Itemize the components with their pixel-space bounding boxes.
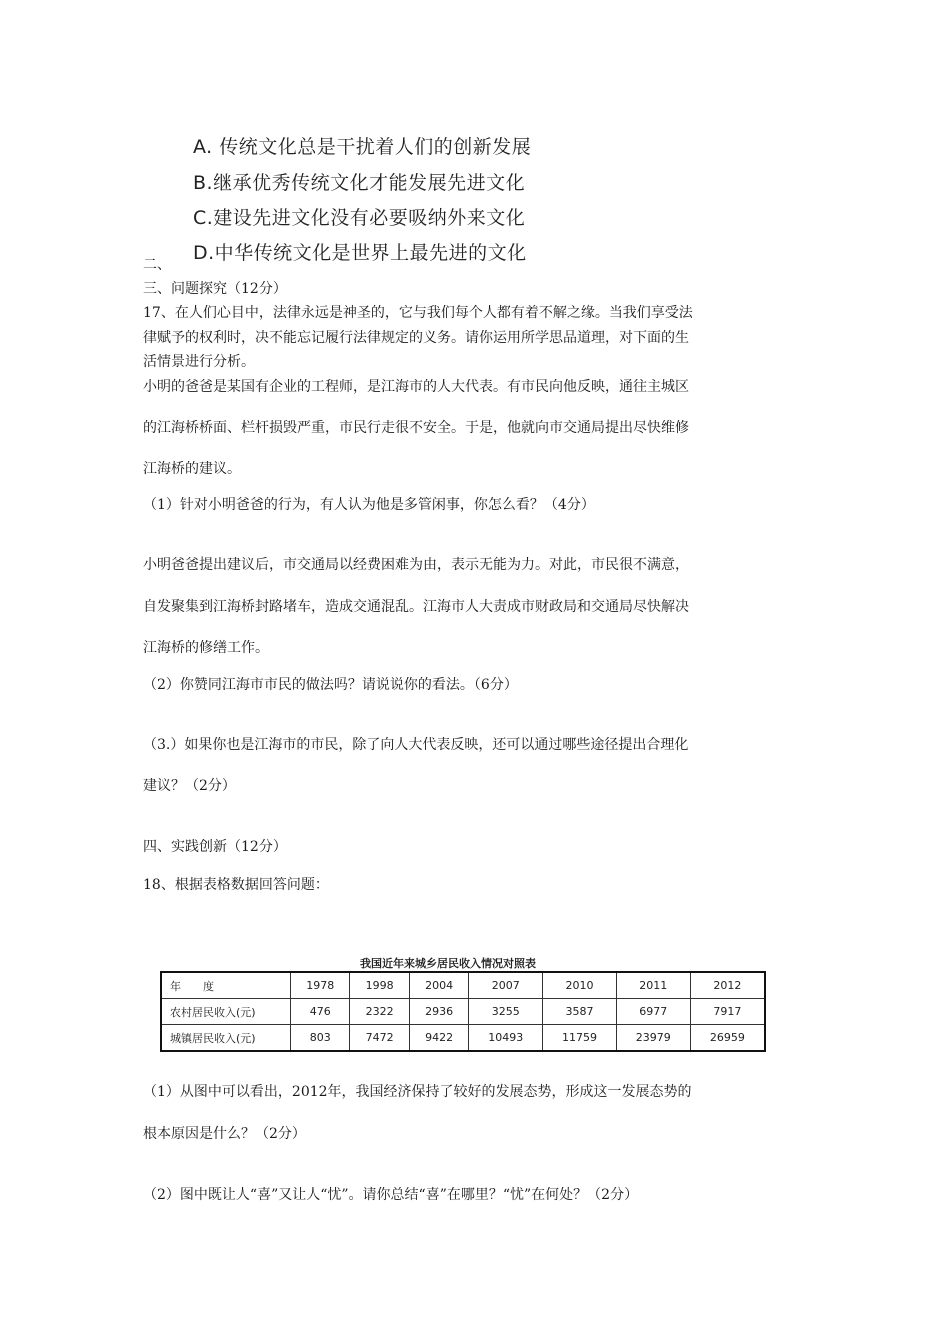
table-row-rural xyxy=(161,999,765,1025)
q17-scenario1-line-2: 的江海桥桥面、栏杆损毁严重，市民行走很不安全。于是，他就向市交通局提出尽快维修 xyxy=(143,420,689,436)
year-cell: 1998 xyxy=(350,972,409,999)
year-cell: 2011 xyxy=(616,972,690,999)
q17-scenario2-line-3: 江海桥的修缮工作。 xyxy=(143,640,269,656)
q17-intro-line-2: 律赋予的权利时，决不能忘记履行法律规定的义务。请你运用所学思品道理，对下面的生 xyxy=(143,330,689,346)
q18-sub-question-1-line-2: 根本原因是什么？（2分） xyxy=(143,1126,306,1142)
q18-sub-question-2: （2）图中既让人“喜”又让人“忧”。请你总结“喜”在哪里？“忧”在何处？（2分） xyxy=(143,1187,639,1203)
table-cell: 803 xyxy=(291,1025,350,1052)
table-cell: 10493 xyxy=(469,1025,543,1052)
table-cell: 6977 xyxy=(616,999,690,1025)
q17-sub-question-3-line-2: 建议？（2分） xyxy=(143,778,236,794)
table-cell: 11759 xyxy=(543,1025,617,1052)
q18-intro: 18、根据表格数据回答问题： xyxy=(143,877,329,893)
year-cell: 2004 xyxy=(409,972,468,999)
q17-scenario2-line-1: 小明爸爸提出建议后，市交通局以经费困难为由，表示无能为力。对此，市民很不满意， xyxy=(143,557,689,573)
q17-intro-line-1: 17、在人们心目中，法律永远是神圣的，它与我们每个人都有着不解之缘。当我们享受法 xyxy=(143,305,693,321)
year-cell: 2010 xyxy=(543,972,617,999)
table-cell: 2936 xyxy=(409,999,468,1025)
option-c: C.建设先进文化没有必要吸纳外来文化 xyxy=(193,207,526,229)
table-cell: 26959 xyxy=(690,1025,765,1052)
table-cell: 476 xyxy=(291,999,350,1025)
table-cell: 9422 xyxy=(409,1025,468,1052)
q18-sub-question-1-line-1: （1）从图中可以看出，2012年，我国经济保持了较好的发展态势，形成这一发展态势的 xyxy=(143,1084,692,1100)
option-b: B.继承优秀传统文化才能发展先进文化 xyxy=(193,172,526,194)
year-cell: 1978 xyxy=(291,972,350,999)
q17-sub-question-2: （2）你赞同江海市市民的做法吗？请说说你的看法。（6分） xyxy=(143,677,518,693)
table-cell: 7917 xyxy=(690,999,765,1025)
q17-scenario2-line-2: 自发聚集到江海桥封路堵车，造成交通混乱。江海市人大责成市财政局和交通局尽快解决 xyxy=(143,599,689,615)
section-4-heading: 四、实践创新（12分） xyxy=(143,839,287,855)
table-header-row xyxy=(161,972,765,999)
year-cell: 2012 xyxy=(690,972,765,999)
table-cell: 7472 xyxy=(350,1025,409,1052)
option-d: D.中华传统文化是世界上最先进的文化 xyxy=(193,242,527,264)
q17-sub-question-3-line-1: （3.）如果你也是江海市的市民，除了向人大代表反映，还可以通过哪些途径提出合理化 xyxy=(143,737,689,753)
income-table xyxy=(160,971,766,1052)
year-cell: 2007 xyxy=(469,972,543,999)
q17-scenario1-line-3: 江海桥的建议。 xyxy=(143,461,241,477)
table-header-label: 年 度 xyxy=(161,972,291,999)
q17-scenario1-line-1: 小明的爸爸是某国有企业的工程师，是江海市的人大代表。有市民向他反映，通往主城区 xyxy=(143,379,689,395)
table-cell: 23979 xyxy=(616,1025,690,1052)
table-title: 我国近年来城乡居民收入情况对照表 xyxy=(360,957,536,970)
table-cell: 3255 xyxy=(469,999,543,1025)
section-2-heading: 二、 xyxy=(143,257,171,273)
q17-intro-line-3: 活情景进行分析。 xyxy=(143,354,255,370)
q17-sub-question-1: （1）针对小明爸爸的行为，有人认为他是多管闲事，你怎么看？（4分） xyxy=(143,497,595,513)
row-label: 城镇居民收入(元) xyxy=(161,1025,291,1052)
option-a: A. 传统文化总是干扰着人们的创新发展 xyxy=(193,136,532,158)
section-3-heading: 三、问题探究（12分） xyxy=(143,281,287,297)
row-label: 农村居民收入(元) xyxy=(161,999,291,1025)
table-cell: 2322 xyxy=(350,999,409,1025)
table-row-urban xyxy=(161,1025,765,1052)
table-cell: 3587 xyxy=(543,999,617,1025)
